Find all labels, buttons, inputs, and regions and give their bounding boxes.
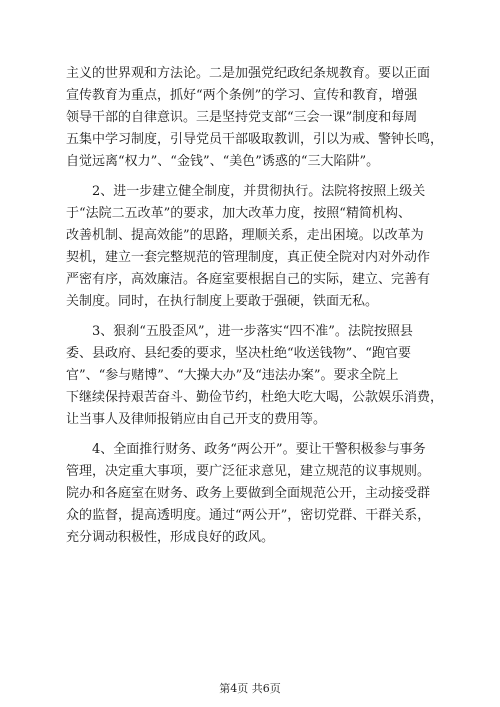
text-line: 关制度。同时，在执行制度上要敢于强硬，铁面无私。 <box>66 294 379 309</box>
text-line: 领导干部的自律意识。三是坚持党支部“三会一课”制度和每周 <box>66 110 418 125</box>
text-line: 3、狠刹“五股歪风”，进一步落实“四不准”。法院按照县 <box>92 324 413 339</box>
text-line: 改善机制、提高效能”的思路，理顺关系，走出困境。以改革为 <box>66 228 424 243</box>
document-body <box>66 63 444 549</box>
text-line: 严密有序，高效廉洁。各庭室要根据自己的实际，建立、完善有 <box>66 272 431 287</box>
text-line: 宣传教育为重点，抓好“两个条例”的学习、宣传和教育，增强 <box>66 88 418 103</box>
text-line: 充分调动积极性，形成良好的政风。 <box>66 530 275 545</box>
text-line: 院办和各庭室在财务、政务上要做到全面规范公开，主动接受群 <box>66 486 431 501</box>
text-line: 自觉远离“权力”、“金钱”、“美色”诱惑的“三大陷阱”。 <box>66 154 380 169</box>
paragraph-3 <box>66 321 444 431</box>
text-line: 官”、“参与赌博”、“大操大办”及“违法办案”。要求全院上 <box>66 368 399 383</box>
text-line: 管理，决定重大事项，要广泛征求意见，建立规范的议事规则。 <box>66 464 431 479</box>
text-line: 让当事人及律师报销应由自己开支的费用等。 <box>66 412 327 427</box>
text-line: 五集中学习制度，引导党员干部吸取教训，引以为戒、警钟长鸣， <box>66 132 444 147</box>
text-line: 契机，建立一套完整规范的管理制度，真正使全院对内对外动作 <box>66 250 431 265</box>
text-line: 下继续保持艰苦奋斗、勤俭节约，杜绝大吃大喝，公款娱乐消费， <box>66 390 444 405</box>
paragraph-4 <box>66 439 444 549</box>
text-line: 主义的世界观和方法论。二是加强党纪政纪条规教育。要以正面 <box>66 66 431 81</box>
text-line: 众的监督，提高透明度。通过“两公开”，密切党群、干群关系， <box>66 508 431 523</box>
page-footer: 第4页 共6页 <box>219 682 281 695</box>
text-line: 于“法院二五改革”的要求，加大改革力度，按照“精简机构、 <box>66 206 411 221</box>
paragraph-2 <box>66 181 444 313</box>
paragraph-1 <box>66 63 444 173</box>
text-line: 4、全面推行财务、政务“两公开”。要让干警积极参与事务 <box>92 442 426 457</box>
text-line: 2、进一步建立健全制度，并贯彻执行。法院将按照上级关 <box>92 184 426 199</box>
text-line: 委、县政府、县纪委的要求，坚决杜绝“收送钱物”、“跑官要 <box>66 346 411 361</box>
